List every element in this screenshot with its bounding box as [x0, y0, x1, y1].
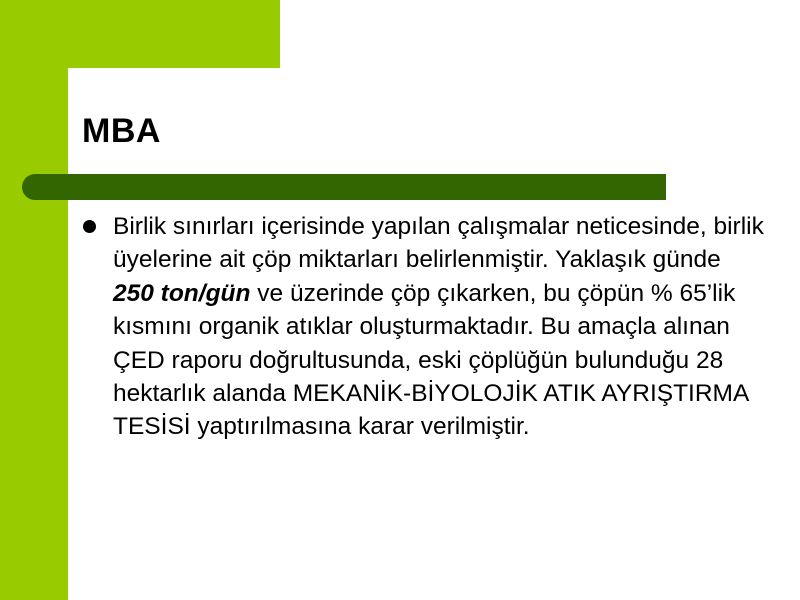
bullet-text-end: ve üzerinde çöp çıkarken, bu çöpün % 65’lik kısmını organik atıklar oluşturmaktadır. Bu amaçla alınan ÇED raporu doğrultusunda, eski çöplüğün bulunduğu 28 hektarlık alanda MEKANİK-BİYOLOJİK ATIK AYRIŞTIRMA TESİSİ yaptırılmasına karar verilmiştir. [113, 279, 748, 441]
bullet-list [78, 210, 768, 444]
slide-title: MBA [82, 112, 161, 150]
bullet-item [78, 210, 768, 444]
title-underline-bar [22, 174, 666, 200]
bullet-dot-icon [83, 220, 96, 233]
bullet-text-start: Birlik sınırları içerisinde yapılan çalışmalar neticesinde, birlik üyelerine ait çöp miktarları belirlenmiştir. Yaklaşık günde [113, 213, 764, 274]
left-accent-band [0, 0, 68, 600]
bullet-emphasis: 250 ton/gün [113, 279, 251, 307]
top-accent-block [0, 0, 280, 68]
